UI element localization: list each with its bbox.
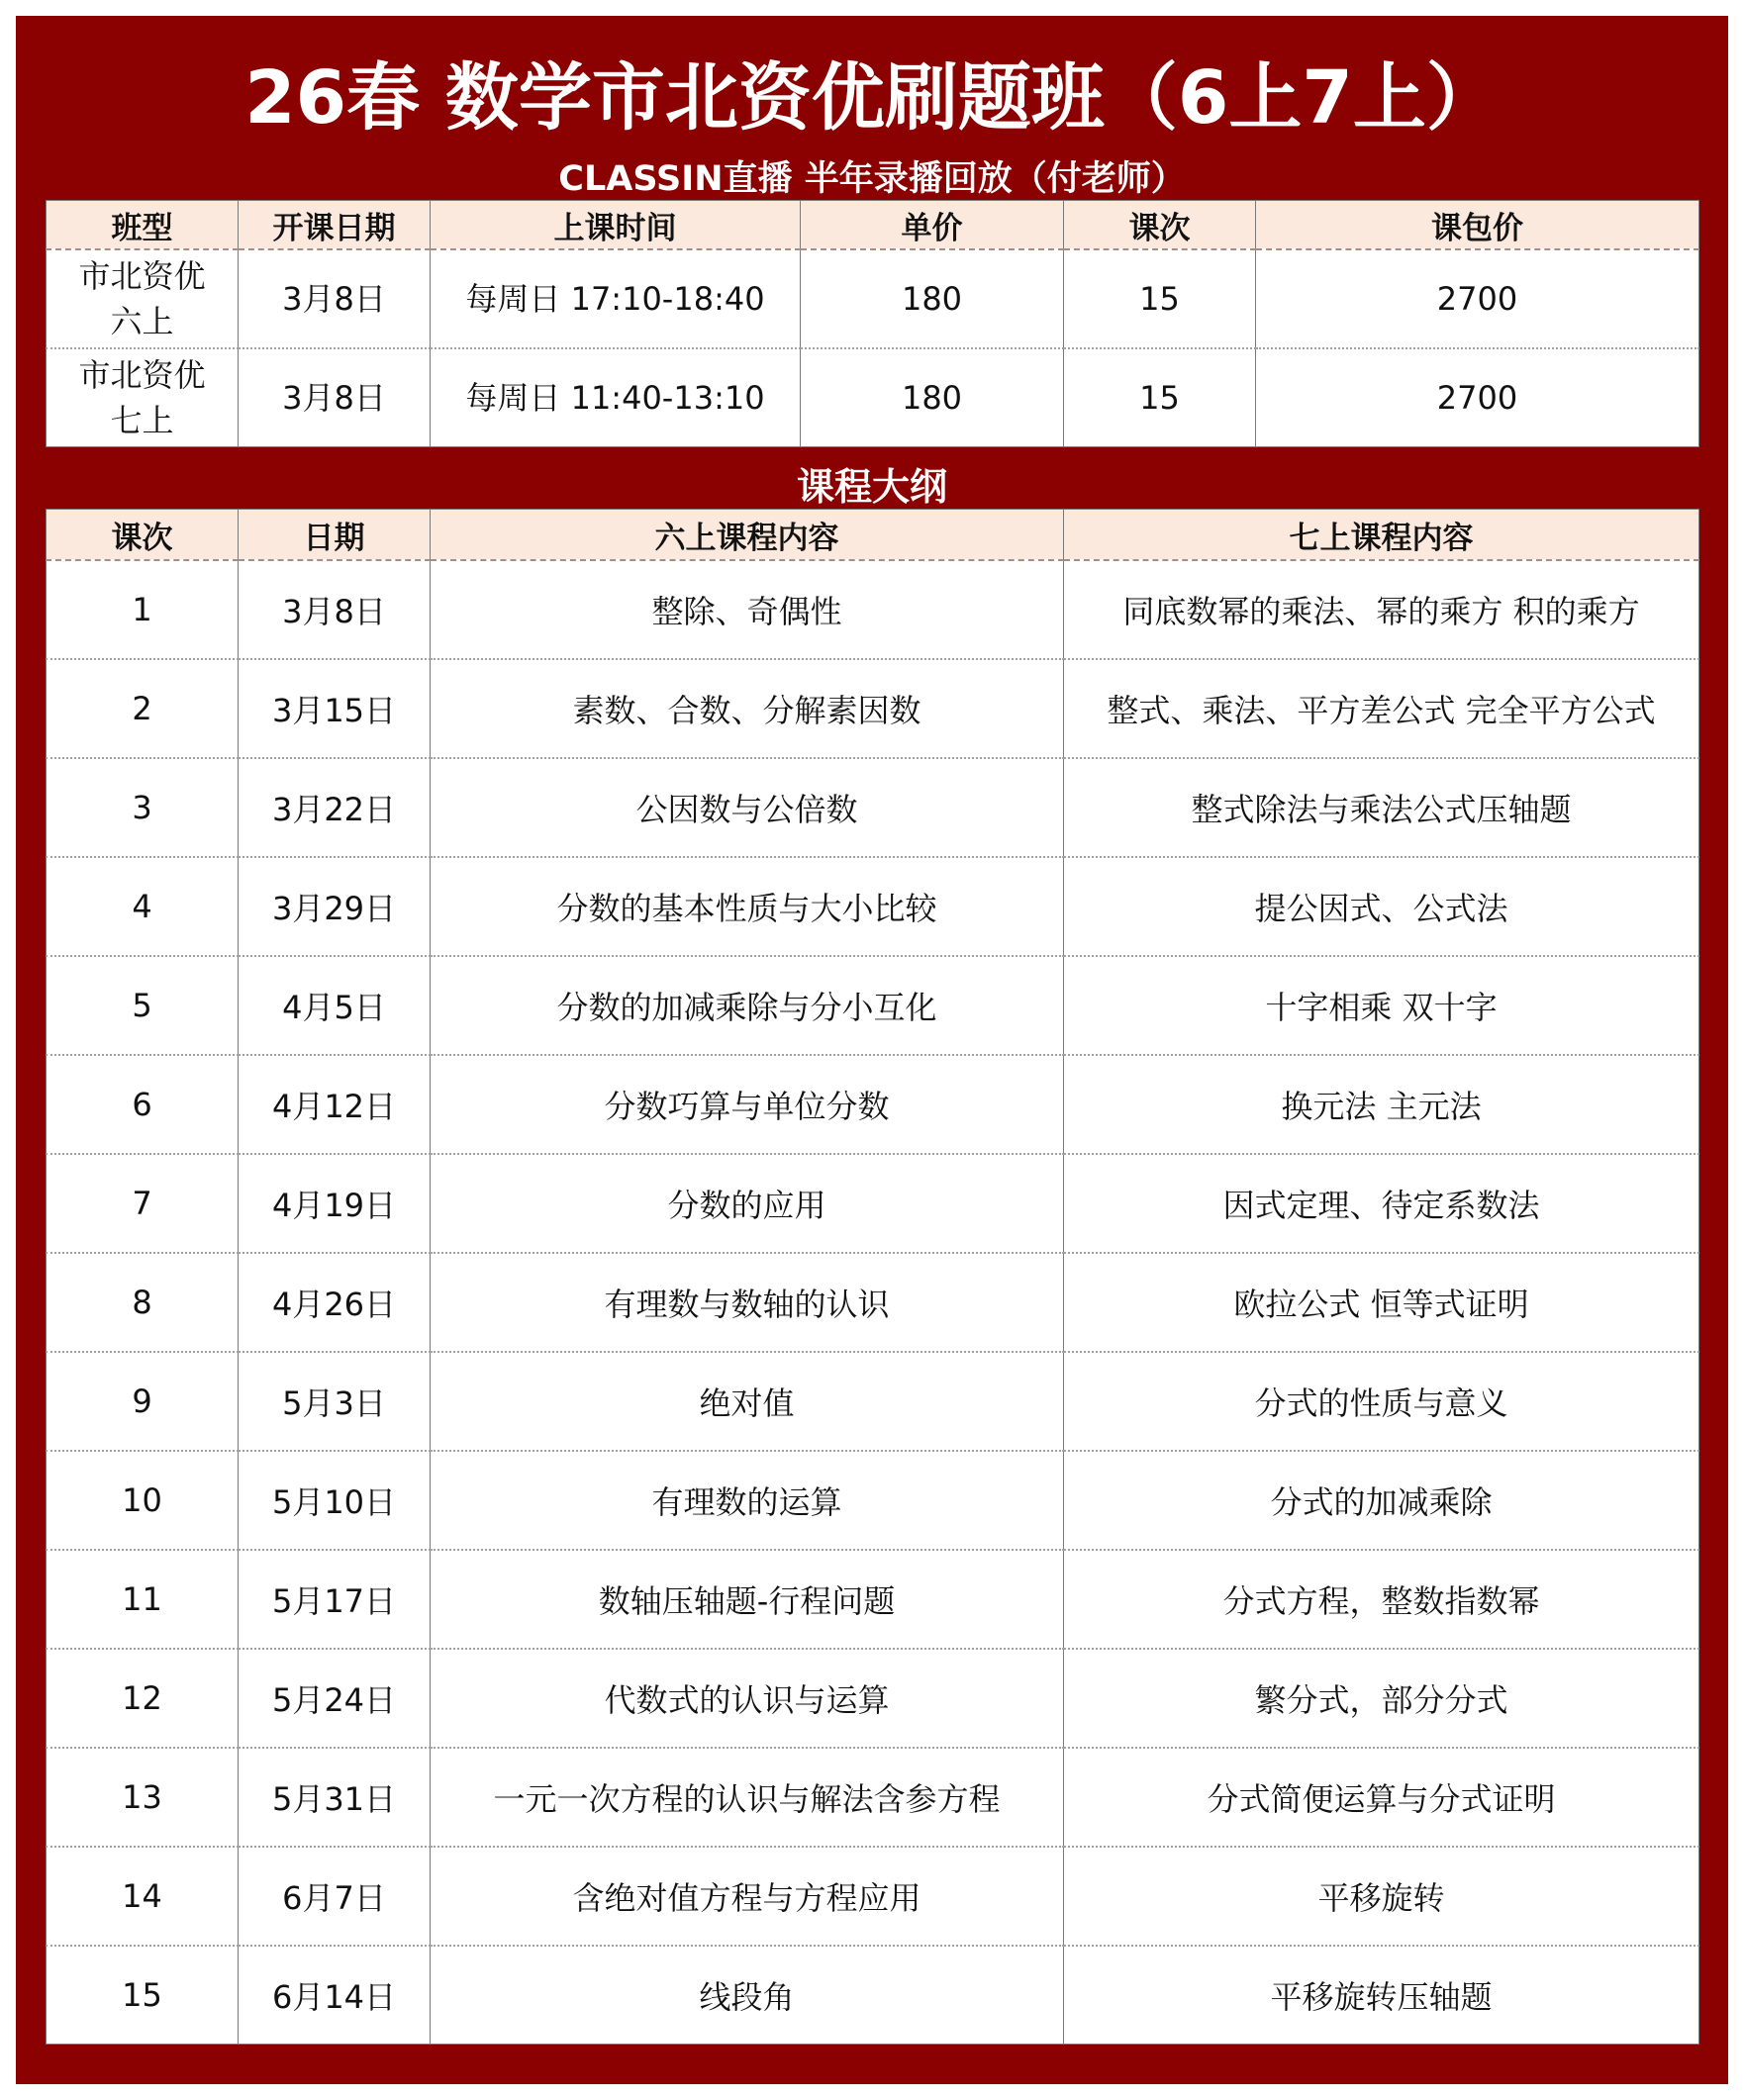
syllabus-row — [47, 1451, 1699, 1550]
syllabus-row — [47, 1055, 1699, 1154]
syllabus-col-header: 七上课程内容 — [1064, 510, 1699, 561]
class-time-cell: 每周日 11:40-13:10 — [431, 348, 801, 447]
grade7-content-cell: 因式定理、待定系数法 — [1064, 1154, 1699, 1253]
lesson-date-cell: 5月10日 — [239, 1451, 431, 1550]
poster-subtitle: CLASSIN直播 半年录播回放（付老师） — [558, 159, 1186, 199]
lesson-date-cell: 4月5日 — [239, 956, 431, 1055]
price-row — [47, 249, 1699, 348]
class-type-cell: 市北资优 七上 — [47, 348, 239, 447]
class-time-cell: 每周日 17:10-18:40 — [431, 249, 801, 348]
price-col-header: 课包价 — [1256, 201, 1699, 250]
syllabus-row — [47, 1154, 1699, 1253]
lesson-date-cell: 5月3日 — [239, 1352, 431, 1451]
grade6-content-cell: 有理数与数轴的认识 — [431, 1253, 1064, 1352]
syllabus-row — [47, 1550, 1699, 1649]
grade6-content-cell: 公因数与公倍数 — [431, 758, 1064, 857]
syllabus-table-header — [47, 510, 1699, 561]
lesson-number-cell: 6 — [47, 1055, 239, 1154]
lesson-number-cell: 12 — [47, 1649, 239, 1748]
grade7-content-cell: 平移旋转压轴题 — [1064, 1946, 1699, 2045]
unit-price-cell: 180 — [801, 249, 1064, 348]
price-col-header: 上课时间 — [431, 201, 801, 250]
lesson-date-cell: 4月19日 — [239, 1154, 431, 1253]
grade6-content-cell: 整除、奇偶性 — [431, 560, 1064, 659]
price-col-header: 单价 — [801, 201, 1064, 250]
price-col-header: 课次 — [1064, 201, 1256, 250]
grade6-content-cell: 分数的加减乘除与分小互化 — [431, 956, 1064, 1055]
syllabus-col-header: 日期 — [239, 510, 431, 561]
lesson-date-cell: 3月8日 — [239, 560, 431, 659]
grade7-content-cell: 换元法 主元法 — [1064, 1055, 1699, 1154]
grade7-content-cell: 整式除法与乘法公式压轴题 — [1064, 758, 1699, 857]
lesson-number-cell: 1 — [47, 560, 239, 659]
lesson-number-cell: 3 — [47, 758, 239, 857]
grade7-content-cell: 分式方程，整数指数幂 — [1064, 1550, 1699, 1649]
lesson-number-cell: 5 — [47, 956, 239, 1055]
syllabus-row — [47, 1253, 1699, 1352]
lesson-number-cell: 13 — [47, 1748, 239, 1847]
syllabus-row — [47, 1649, 1699, 1748]
grade7-content-cell: 十字相乘 双十字 — [1064, 956, 1699, 1055]
lesson-number-cell: 14 — [47, 1847, 239, 1946]
grade7-content-cell: 平移旋转 — [1064, 1847, 1699, 1946]
grade6-content-cell: 含绝对值方程与方程应用 — [431, 1847, 1064, 1946]
lesson-date-cell: 4月26日 — [239, 1253, 431, 1352]
price-table-header — [47, 201, 1699, 250]
lesson-number-cell: 15 — [47, 1946, 239, 2045]
grade6-content-cell: 素数、合数、分解素因数 — [431, 659, 1064, 758]
grade7-content-cell: 繁分式，部分分式 — [1064, 1649, 1699, 1748]
lesson-date-cell: 5月17日 — [239, 1550, 431, 1649]
lesson-date-cell: 4月12日 — [239, 1055, 431, 1154]
start-date-cell: 3月8日 — [239, 348, 431, 447]
syllabus-row — [47, 1946, 1699, 2045]
lesson-number-cell: 8 — [47, 1253, 239, 1352]
syllabus-col-header: 六上课程内容 — [431, 510, 1064, 561]
syllabus-row — [47, 659, 1699, 758]
price-table — [46, 200, 1699, 447]
price-col-header: 班型 — [47, 201, 239, 250]
lesson-number-cell: 2 — [47, 659, 239, 758]
lesson-date-cell: 6月7日 — [239, 1847, 431, 1946]
lesson-date-cell: 3月22日 — [239, 758, 431, 857]
grade6-content-cell: 分数的应用 — [431, 1154, 1064, 1253]
grade6-content-cell: 代数式的认识与运算 — [431, 1649, 1064, 1748]
price-row — [47, 348, 1699, 447]
grade6-content-cell: 有理数的运算 — [431, 1451, 1064, 1550]
syllabus-title: 课程大纲 — [796, 465, 947, 509]
lesson-date-cell: 5月24日 — [239, 1649, 431, 1748]
grade6-content-cell: 分数巧算与单位分数 — [431, 1055, 1064, 1154]
grade6-content-cell: 数轴压轴题-行程问题 — [431, 1550, 1064, 1649]
syllabus-col-header: 课次 — [47, 510, 239, 561]
grade6-content-cell: 一元一次方程的认识与解法含参方程 — [431, 1748, 1064, 1847]
price-col-header: 开课日期 — [239, 201, 431, 250]
package-price-cell: 2700 — [1256, 348, 1699, 447]
lesson-date-cell: 5月31日 — [239, 1748, 431, 1847]
lesson-date-cell: 3月15日 — [239, 659, 431, 758]
lesson-date-cell: 6月14日 — [239, 1946, 431, 2045]
grade7-content-cell: 分式的性质与意义 — [1064, 1352, 1699, 1451]
syllabus-row — [47, 1352, 1699, 1451]
lesson-count-cell: 15 — [1064, 348, 1256, 447]
syllabus-row — [47, 1847, 1699, 1946]
grade7-content-cell: 分式简便运算与分式证明 — [1064, 1748, 1699, 1847]
start-date-cell: 3月8日 — [239, 249, 431, 348]
syllabus-row — [47, 857, 1699, 956]
grade7-content-cell: 整式、乘法、平方差公式 完全平方公式 — [1064, 659, 1699, 758]
grade7-content-cell: 欧拉公式 恒等式证明 — [1064, 1253, 1699, 1352]
class-type-cell: 市北资优 六上 — [47, 249, 239, 348]
package-price-cell: 2700 — [1256, 249, 1699, 348]
syllabus-table — [46, 509, 1699, 2045]
lesson-number-cell: 11 — [47, 1550, 239, 1649]
syllabus-row — [47, 560, 1699, 659]
poster-frame — [16, 16, 1728, 2084]
grade6-content-cell: 线段角 — [431, 1946, 1064, 2045]
syllabus-row — [47, 1748, 1699, 1847]
poster-title: 26春 数学市北资优刷题班（6上7上） — [244, 55, 1500, 141]
lesson-number-cell: 4 — [47, 857, 239, 956]
lesson-number-cell: 7 — [47, 1154, 239, 1253]
lesson-number-cell: 10 — [47, 1451, 239, 1550]
grade7-content-cell: 同底数幂的乘法、幂的乘方 积的乘方 — [1064, 560, 1699, 659]
syllabus-row — [47, 956, 1699, 1055]
grade7-content-cell: 分式的加减乘除 — [1064, 1451, 1699, 1550]
unit-price-cell: 180 — [801, 348, 1064, 447]
syllabus-row — [47, 758, 1699, 857]
lesson-number-cell: 9 — [47, 1352, 239, 1451]
grade7-content-cell: 提公因式、公式法 — [1064, 857, 1699, 956]
grade6-content-cell: 分数的基本性质与大小比较 — [431, 857, 1064, 956]
lesson-count-cell: 15 — [1064, 249, 1256, 348]
lesson-date-cell: 3月29日 — [239, 857, 431, 956]
grade6-content-cell: 绝对值 — [431, 1352, 1064, 1451]
